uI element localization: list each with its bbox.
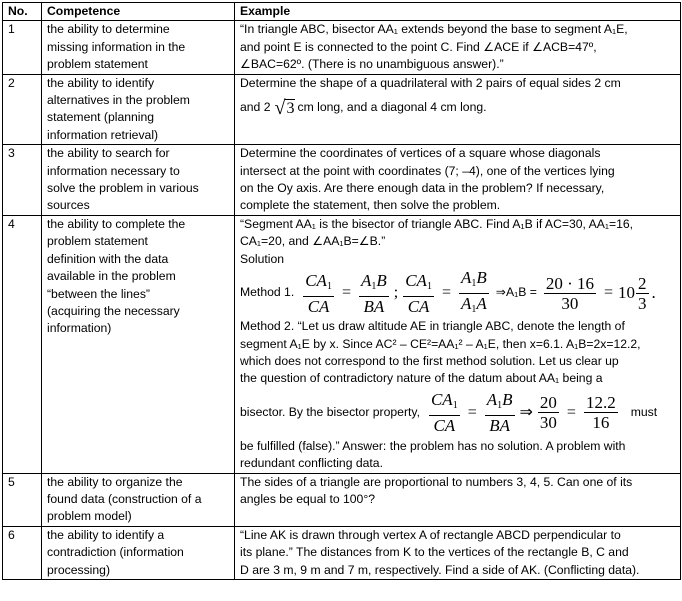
fraction bbox=[485, 390, 515, 435]
must-text: must bbox=[630, 405, 658, 420]
numerator: A bbox=[360, 270, 372, 290]
competence-line: available in the problem bbox=[47, 269, 176, 284]
competence-line: sources bbox=[47, 198, 90, 213]
competence-line: solve the problem in various bbox=[47, 181, 199, 196]
example-text-pre: and 2 bbox=[240, 100, 271, 115]
formula-expression bbox=[300, 268, 656, 319]
row-number: 1 bbox=[3, 21, 42, 74]
competence-line: information necessary to bbox=[47, 163, 180, 178]
competence-line: contradiction (information bbox=[47, 545, 184, 560]
subscript: 1 bbox=[497, 400, 503, 412]
fraction bbox=[303, 271, 334, 316]
row-number: 6 bbox=[3, 526, 42, 579]
header-no: No. bbox=[3, 3, 42, 21]
example-line: and point E is connected to the point C. Find ∠ACE if ∠ACB=47º, bbox=[240, 39, 597, 54]
table-row bbox=[3, 526, 681, 579]
table-row bbox=[3, 21, 681, 74]
table-row bbox=[3, 145, 681, 216]
subscript: 1 bbox=[471, 303, 477, 315]
subscript: 1 bbox=[371, 280, 377, 292]
competence-line: problem model) bbox=[47, 509, 132, 524]
example-cell bbox=[235, 74, 681, 145]
fraction bbox=[459, 268, 489, 319]
solution-heading: Solution bbox=[240, 251, 285, 266]
example-cell bbox=[235, 215, 681, 473]
bisector-text: bisector. By the bisector property, bbox=[240, 405, 420, 420]
competence-line: the ability to complete the bbox=[47, 216, 186, 231]
denominator: CA bbox=[307, 296, 330, 316]
competence-line: the ability to search for bbox=[47, 146, 170, 161]
competence-line: processing) bbox=[47, 562, 110, 577]
competence-line: the ability to organize the bbox=[47, 474, 183, 489]
example-line: on the Oy axis. Are there enough data in the problem? If necessary, bbox=[240, 181, 605, 196]
equals-sign: = bbox=[467, 404, 477, 422]
competence-line: problem statement bbox=[47, 57, 148, 72]
example-line: “Segment AA₁ is the bisector of triangle ABC. Find A₁B if AC=30, AA₁=16, bbox=[240, 216, 634, 231]
numerator: 2 bbox=[638, 273, 647, 293]
method1-label: Method 1. bbox=[240, 285, 295, 300]
denominator: 30 bbox=[539, 413, 557, 433]
equals-sign: = bbox=[566, 404, 576, 422]
competence-line: definition with the data bbox=[47, 251, 169, 266]
fraction bbox=[636, 274, 649, 313]
competence-line: “between the lines” bbox=[47, 286, 150, 301]
example-text-post: cm long, and a diagonal 4 cm long. bbox=[297, 100, 487, 115]
example-line: Determine the shape of a quadrilateral with 2 pairs of equal sides 2 cm bbox=[240, 75, 621, 90]
row-number: 4 bbox=[3, 215, 42, 473]
numerator: CA bbox=[430, 390, 453, 410]
competence-line: statement (planning bbox=[47, 110, 155, 125]
square-root bbox=[275, 98, 296, 118]
example-cell bbox=[235, 21, 681, 74]
fraction bbox=[584, 393, 618, 432]
numerator-part: B bbox=[502, 390, 513, 410]
example-line: complete the statement, then solve the problem. bbox=[240, 198, 501, 213]
example-line: intersect at the point with coordinates (7; –4), one of the vertices lying bbox=[240, 163, 615, 178]
competence-line: the ability to identify a bbox=[47, 527, 165, 542]
implies-arrow: ⇒ bbox=[519, 404, 533, 422]
row-number: 3 bbox=[3, 145, 42, 216]
competence-line: the ability to identify bbox=[47, 75, 155, 90]
competence-cell bbox=[42, 145, 235, 216]
example-line: “Line AK is drawn through vertex A of rectangle ABCD perpendicular to bbox=[240, 527, 621, 542]
competence-line: found data (construction of a bbox=[47, 491, 202, 506]
competence-line: alternatives in the problem bbox=[47, 93, 190, 108]
example-line: Method 2. “Let us draw altitude AE in triangle ABC, denote the length of bbox=[240, 319, 625, 334]
denominator: BA bbox=[363, 296, 385, 316]
competence-line: (acquiring the necessary bbox=[47, 303, 180, 318]
period: . bbox=[651, 283, 656, 303]
numerator-part: B bbox=[476, 267, 487, 287]
numerator: 20 bbox=[539, 393, 557, 413]
example-line: its plane.” The distances from K to the vertices of the rectangle B, C and bbox=[240, 545, 629, 560]
equals-sign: = bbox=[341, 284, 351, 302]
implies-text: ⇒A₁B = bbox=[495, 285, 537, 300]
numerator: 12.2 bbox=[585, 393, 616, 413]
denominator: A bbox=[460, 293, 472, 313]
example-line: CA₁=20, and ∠AA₁B=∠B.” bbox=[240, 234, 386, 249]
competence-line: information) bbox=[47, 321, 112, 336]
competence-cell bbox=[42, 74, 235, 145]
competence-line: the ability to determine bbox=[47, 22, 170, 37]
subscript: 1 bbox=[452, 400, 458, 412]
competence-table bbox=[2, 2, 681, 580]
header-competence: Competence bbox=[42, 3, 235, 21]
example-line: Determine the coordinates of vertices of a square whose diagonals bbox=[240, 146, 601, 161]
subscript: 1 bbox=[426, 280, 432, 292]
example-line: which does not correspond to the first method solution. Let us clear up bbox=[240, 353, 619, 368]
numerator: A bbox=[460, 267, 472, 287]
example-line: angles be equal to 100°? bbox=[240, 491, 375, 506]
fraction bbox=[403, 271, 434, 316]
denominator: 3 bbox=[638, 293, 647, 313]
example-line: ∠BAC=62º. (There is no unambiguous answer).” bbox=[240, 57, 504, 72]
equals-sign: = bbox=[604, 284, 614, 302]
denominator-part: A bbox=[476, 293, 487, 313]
semicolon: ; bbox=[393, 284, 399, 302]
competence-line: information retrieval) bbox=[47, 127, 159, 142]
whole-part: 10 bbox=[618, 283, 636, 303]
denominator: BA bbox=[489, 416, 511, 436]
header-example: Example bbox=[235, 3, 681, 21]
example-line: the question of contradictory nature of the datum about AA₁ being a bbox=[240, 371, 603, 386]
subscript: 1 bbox=[326, 280, 332, 292]
root-value: 3 bbox=[286, 100, 295, 118]
example-line: “In triangle ABC, bisector AA₁ extends beyond the base to segment A₁E, bbox=[240, 22, 628, 37]
table-row bbox=[3, 215, 681, 473]
competence-cell bbox=[42, 21, 235, 74]
example-cell bbox=[235, 526, 681, 579]
example-cell bbox=[235, 473, 681, 526]
competence-cell bbox=[42, 215, 235, 473]
subscript: 1 bbox=[471, 277, 477, 289]
example-line: The sides of a triangle are proportional to numbers 3, 4, 5. Can one of its bbox=[240, 474, 633, 489]
numerator: CA bbox=[305, 270, 327, 290]
equals-sign: = bbox=[441, 284, 451, 302]
mixed-number bbox=[618, 274, 656, 313]
numerator: CA bbox=[405, 270, 427, 290]
method1-formula bbox=[240, 268, 676, 318]
example-line: be fulfilled (false).” Answer: the problem has no solution. A problem with bbox=[240, 438, 626, 453]
header-row bbox=[3, 3, 681, 21]
numerator: 20 · 16 bbox=[545, 273, 595, 293]
numerator: A bbox=[486, 390, 498, 410]
competence-line: missing information in the bbox=[47, 39, 186, 54]
example-line-with-root bbox=[240, 98, 676, 118]
row-number: 5 bbox=[3, 473, 42, 526]
numerator-part: B bbox=[376, 270, 387, 290]
example-line: redundant conflicting data. bbox=[240, 456, 383, 471]
fraction bbox=[538, 393, 559, 432]
fraction bbox=[359, 271, 389, 316]
example-line: segment A₁E by x. Since AC² – CE²=AA₁² – A₁E, then x=6.1. A₁B=2x=12.2, bbox=[240, 336, 641, 351]
bisector-formula bbox=[240, 388, 676, 438]
denominator: 16 bbox=[592, 413, 610, 433]
example-line: D are 3 m, 9 m and 7 m, respectively. Find a side of AK. (Conflicting data). bbox=[240, 562, 640, 577]
competence-line: problem statement bbox=[47, 234, 148, 249]
competence-cell bbox=[42, 473, 235, 526]
competence-cell bbox=[42, 526, 235, 579]
radical-sign-icon: √ bbox=[274, 97, 286, 120]
table-row bbox=[3, 473, 681, 526]
row-number: 2 bbox=[3, 74, 42, 145]
fraction bbox=[544, 274, 596, 313]
denominator: CA bbox=[433, 416, 456, 436]
table-row bbox=[3, 74, 681, 145]
fraction bbox=[429, 390, 460, 435]
formula-expression bbox=[426, 390, 621, 435]
denominator: 30 bbox=[561, 293, 579, 313]
example-cell bbox=[235, 145, 681, 216]
denominator: CA bbox=[407, 296, 430, 316]
